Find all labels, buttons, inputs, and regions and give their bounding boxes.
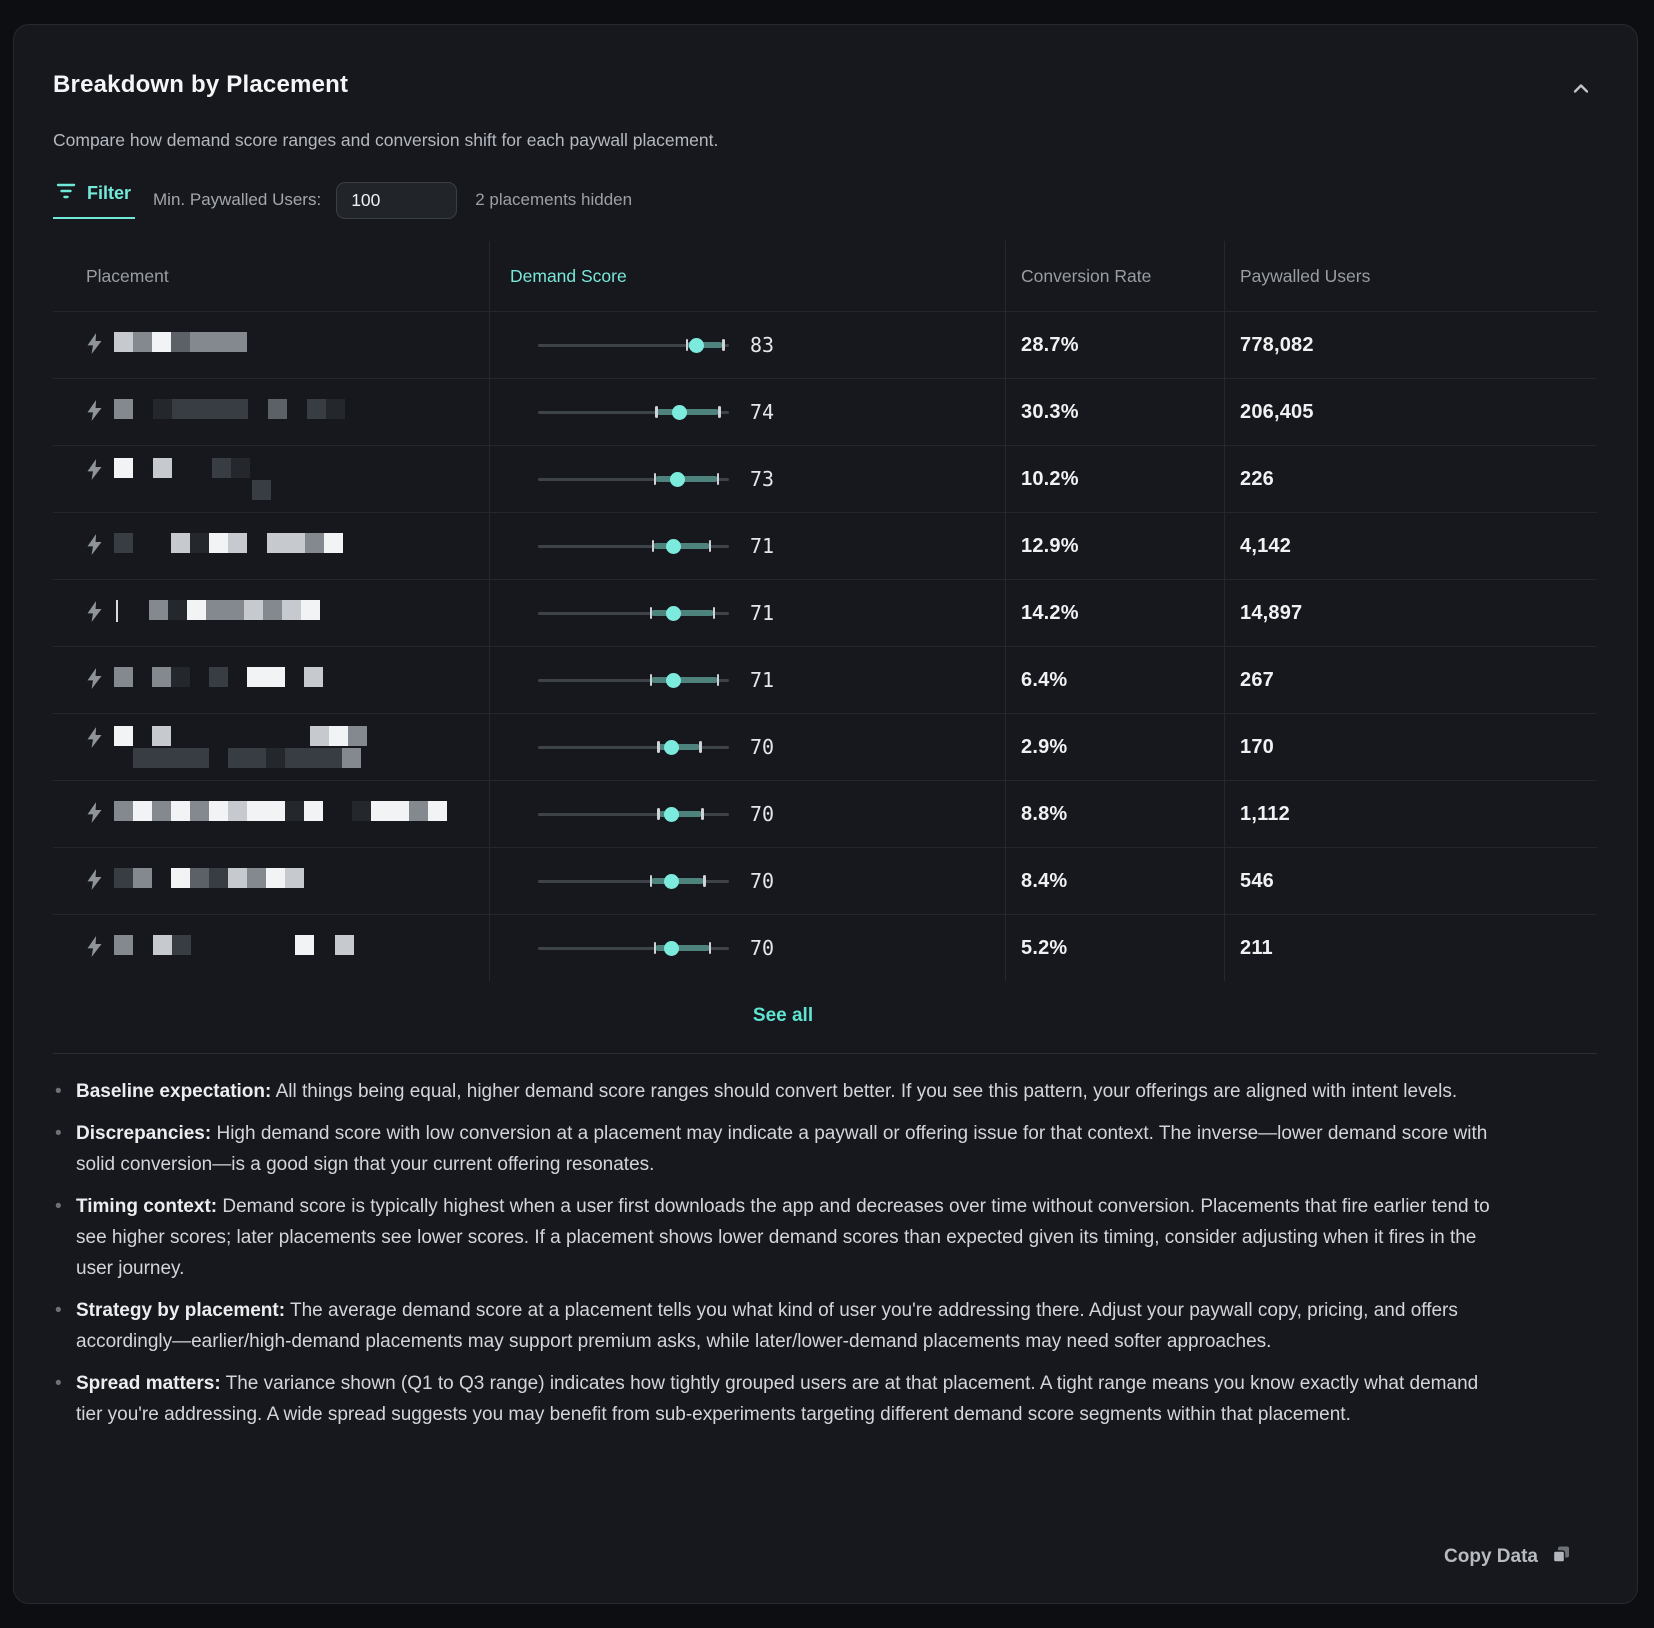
- demand-score-cell: [489, 379, 1005, 445]
- redacted-block: [190, 868, 209, 888]
- paywalled-users-cell: [1224, 446, 1597, 512]
- placement-cell: [53, 647, 489, 713]
- redacted-block: [304, 801, 323, 821]
- conversion-rate-cell: [1005, 379, 1224, 445]
- insight-notes: [53, 1076, 1597, 1441]
- q3-whisker: [717, 473, 720, 485]
- min-paywalled-users-label: Min. Paywalled Users:: [153, 190, 322, 209]
- card-subtitle: Compare how demand score ranges and conversion shift for each paywall placement.: [53, 130, 719, 150]
- score-dot: [666, 606, 681, 621]
- placement-cell: [53, 848, 489, 914]
- redacted-block: [428, 801, 447, 821]
- placement-cell: [53, 379, 489, 445]
- paywalled-users-value: 267: [1240, 668, 1274, 691]
- redacted-block: [171, 332, 190, 352]
- paywalled-users-value: 1,112: [1240, 802, 1290, 825]
- table-row[interactable]: [53, 512, 1597, 579]
- score-dot: [664, 740, 679, 755]
- filter-icon: [55, 181, 77, 206]
- redacted-block: [171, 533, 190, 553]
- redacted-block: [149, 600, 168, 620]
- redacted-block: [114, 332, 133, 352]
- redacted-placement-name: [114, 458, 271, 500]
- redacted-block: [307, 399, 326, 419]
- conversion-rate-cell: [1005, 312, 1224, 378]
- redacted-block: [171, 868, 190, 888]
- redacted-block: [266, 801, 285, 821]
- demand-score-range: [538, 468, 729, 490]
- demand-score-value: 73: [750, 467, 775, 491]
- see-all-link[interactable]: See all: [752, 1005, 814, 1026]
- redacted-block: [133, 868, 152, 888]
- score-dot: [670, 472, 685, 487]
- redacted-block: [335, 935, 354, 955]
- redacted-block: [114, 726, 133, 746]
- redacted-block: [231, 458, 250, 478]
- conversion-rate-cell: [1005, 580, 1224, 646]
- demand-score-range: [538, 937, 729, 959]
- paywalled-users-value: 4,142: [1240, 534, 1292, 557]
- redacted-block: [114, 801, 133, 821]
- demand-score-cell: [489, 714, 1005, 780]
- redacted-block: [209, 868, 228, 888]
- conversion-rate-value: 12.9%: [1021, 534, 1079, 557]
- redacted-block: [252, 480, 271, 500]
- redacted-block: [342, 748, 361, 768]
- demand-score-cell: [489, 647, 1005, 713]
- q1-whisker: [657, 808, 660, 820]
- demand-score-value: 70: [750, 735, 775, 759]
- lightning-icon: [87, 668, 102, 694]
- redacted-block: [285, 868, 304, 888]
- q1-whisker: [650, 674, 653, 686]
- card-footer: [53, 1545, 1597, 1569]
- redacted-block: [187, 600, 206, 620]
- redacted-block: [190, 332, 209, 352]
- score-dot: [666, 673, 681, 688]
- table-row[interactable]: [53, 780, 1597, 847]
- redacted-block: [324, 533, 343, 553]
- redacted-block: [133, 801, 152, 821]
- redacted-block: [171, 748, 190, 768]
- redacted-block: [133, 332, 152, 352]
- redacted-block: [301, 600, 320, 620]
- table-row[interactable]: [53, 378, 1597, 445]
- redacted-block: [228, 332, 247, 352]
- demand-score-range: [538, 803, 729, 825]
- demand-score-cell: [489, 312, 1005, 378]
- score-dot: [666, 539, 681, 554]
- redacted-block: [228, 533, 247, 553]
- redacted-block: [348, 726, 367, 746]
- demand-score-value: 71: [750, 601, 775, 625]
- lightning-icon: [87, 601, 102, 627]
- redacted-block: [228, 868, 247, 888]
- redacted-block: [329, 726, 348, 746]
- paywalled-users-cell: [1224, 580, 1597, 646]
- redacted-placement-name: [130, 600, 320, 620]
- paywalled-users-cell: [1224, 379, 1597, 445]
- demand-score-cell: [489, 580, 1005, 646]
- q1-whisker: [654, 473, 657, 485]
- demand-score-range: [538, 535, 729, 557]
- conversion-rate-cell: [1005, 714, 1224, 780]
- paywalled-users-cell: [1224, 647, 1597, 713]
- demand-score-cell: [489, 848, 1005, 914]
- q3-whisker: [713, 607, 716, 619]
- q3-whisker: [717, 674, 720, 686]
- placement-cell: [53, 446, 489, 512]
- insight-note: • Timing context: Demand score is typically highest when a user first downloads the app and decreases over time without conversion. Placements that fire earlier tend to see higher scores; later placements see lower scores. If a placement shows lower demand scores than expected given its timing, consider adjusting when it fires in the user journey.: [53, 1191, 1507, 1284]
- paywalled-users-value: 778,082: [1240, 333, 1314, 356]
- redacted-block: [409, 801, 428, 821]
- redacted-block: [352, 801, 371, 821]
- conversion-rate-value: 8.8%: [1021, 802, 1068, 825]
- conversion-rate-cell: [1005, 915, 1224, 981]
- redacted-block: [268, 399, 287, 419]
- redacted-block: [168, 600, 187, 620]
- redacted-block: [209, 332, 228, 352]
- redacted-block: [152, 801, 171, 821]
- redacted-block: [326, 399, 345, 419]
- redacted-block: [114, 399, 133, 419]
- paywalled-users-cell: [1224, 312, 1597, 378]
- breakdown-card: [13, 24, 1638, 1604]
- placements-hidden-note: 2 placements hidden: [475, 190, 633, 209]
- q1-whisker: [654, 942, 657, 954]
- redacted-block: [304, 748, 323, 768]
- page-title: Breakdown by Placement: [53, 71, 349, 98]
- redacted-block: [190, 533, 209, 553]
- demand-score-value: 70: [750, 936, 775, 960]
- q3-whisker: [722, 339, 725, 351]
- section-divider: [53, 1053, 1597, 1054]
- q3-whisker: [703, 875, 706, 887]
- table-row[interactable]: [53, 579, 1597, 646]
- redacted-block: [305, 533, 324, 553]
- paywalled-users-cell: [1224, 714, 1597, 780]
- table-row[interactable]: [53, 646, 1597, 713]
- placement-table: [53, 241, 1597, 981]
- note-lead: Baseline expectation:: [76, 1081, 272, 1102]
- copy-data-button[interactable]: Copy Data: [1444, 1546, 1538, 1567]
- lightning-icon: [87, 459, 102, 485]
- q3-whisker: [718, 406, 721, 418]
- redacted-block: [285, 748, 304, 768]
- redacted-block: [247, 748, 266, 768]
- conversion-rate-value: 2.9%: [1021, 735, 1068, 758]
- demand-score-value: 70: [750, 869, 775, 893]
- redacted-block: [114, 533, 133, 553]
- demand-score-range: [538, 334, 729, 356]
- lightning-icon: [87, 936, 102, 962]
- redacted-block: [286, 533, 305, 553]
- collapse-button[interactable]: [1565, 73, 1597, 108]
- table-row[interactable]: [53, 311, 1597, 378]
- redacted-placement-name: [114, 533, 343, 553]
- table-body: [53, 311, 1597, 981]
- redacted-placement-name: [114, 935, 354, 955]
- conversion-rate-value: 8.4%: [1021, 869, 1068, 892]
- redacted-placement-name: [114, 726, 367, 768]
- demand-score-value: 83: [750, 333, 775, 357]
- score-q1-q3-range: [655, 476, 718, 482]
- redacted-placement-name: [114, 399, 345, 419]
- redacted-block: [209, 801, 228, 821]
- score-q1-q3-range: [651, 610, 714, 616]
- text-cursor: [116, 600, 118, 622]
- q3-whisker: [701, 808, 704, 820]
- placement-cell: [53, 312, 489, 378]
- placement-cell: [53, 714, 489, 780]
- insight-note: • Spread matters: The variance shown (Q1 to Q3 range) indicates how tightly grouped users are at that placement. A tight range means you know exactly what demand tier you're addressing. A wide spread suggests you may benefit from sub-experiments targeting different demand score segments within that placement.: [53, 1368, 1507, 1430]
- redacted-block: [114, 935, 133, 955]
- demand-score-cell: [489, 915, 1005, 981]
- redacted-block: [172, 399, 191, 419]
- paywalled-users-value: 546: [1240, 869, 1274, 892]
- redacted-block: [371, 801, 390, 821]
- lightning-icon: [87, 333, 102, 359]
- redacted-block: [295, 935, 314, 955]
- redacted-block: [209, 667, 228, 687]
- lightning-icon: [87, 802, 102, 828]
- filter-tab-label: Filter: [87, 183, 132, 203]
- conversion-rate-value: 14.2%: [1021, 601, 1079, 624]
- redacted-placement-name: [114, 868, 304, 888]
- redacted-block: [191, 399, 210, 419]
- paywalled-users-value: 206,405: [1240, 400, 1314, 423]
- redacted-block: [304, 667, 323, 687]
- demand-score-cell: [489, 513, 1005, 579]
- redacted-block: [285, 801, 304, 821]
- paywalled-users-value: 170: [1240, 735, 1274, 758]
- conversion-rate-cell: [1005, 513, 1224, 579]
- conversion-rate-value: 28.7%: [1021, 333, 1079, 356]
- q3-whisker: [699, 741, 702, 753]
- conversion-rate-value: 5.2%: [1021, 936, 1068, 959]
- column-header-paywalled-users[interactable]: Paywalled Users: [1224, 241, 1597, 311]
- redacted-block: [190, 748, 209, 768]
- score-dot: [672, 405, 687, 420]
- min-paywalled-users-input[interactable]: [336, 182, 457, 219]
- table-row[interactable]: [53, 445, 1597, 512]
- demand-score-range: [538, 736, 729, 758]
- redacted-block: [114, 868, 133, 888]
- redacted-block: [114, 667, 133, 687]
- column-header-demand-score[interactable]: Demand Score: [489, 241, 1005, 311]
- paywalled-users-cell: [1224, 915, 1597, 981]
- conversion-rate-value: 6.4%: [1021, 668, 1068, 691]
- demand-score-cell: [489, 446, 1005, 512]
- q1-whisker: [657, 741, 660, 753]
- redacted-block: [225, 600, 244, 620]
- demand-score-range: [538, 401, 729, 423]
- redacted-block: [229, 399, 248, 419]
- redacted-block: [114, 458, 133, 478]
- redacted-block: [210, 399, 229, 419]
- redacted-block: [247, 801, 266, 821]
- placement-cell: [53, 513, 489, 579]
- redacted-block: [323, 748, 342, 768]
- redacted-block: [267, 533, 286, 553]
- note-lead: Timing context:: [76, 1196, 218, 1217]
- redacted-block: [153, 935, 172, 955]
- table-row[interactable]: [53, 713, 1597, 780]
- redacted-block: [228, 801, 247, 821]
- placement-cell: [53, 781, 489, 847]
- conversion-rate-cell: [1005, 446, 1224, 512]
- paywalled-users-cell: [1224, 848, 1597, 914]
- conversion-rate-value: 30.3%: [1021, 400, 1079, 423]
- redacted-block: [152, 726, 171, 746]
- redacted-placement-name: [114, 801, 447, 821]
- column-header-placement[interactable]: Placement: [86, 265, 169, 286]
- redacted-block: [152, 332, 171, 352]
- note-lead: Strategy by placement:: [76, 1300, 286, 1321]
- score-q1-q3-range: [655, 945, 710, 951]
- lightning-icon: [87, 534, 102, 560]
- score-dot: [664, 874, 679, 889]
- lightning-icon: [87, 869, 102, 895]
- paywalled-users-cell: [1224, 781, 1597, 847]
- column-header-conversion-rate[interactable]: Conversion Rate: [1005, 241, 1224, 311]
- q1-whisker: [650, 875, 653, 887]
- redacted-block: [152, 667, 171, 687]
- redacted-block: [266, 868, 285, 888]
- demand-score-value: 74: [750, 400, 775, 424]
- table-header-row: [53, 241, 1597, 311]
- conversion-rate-cell: [1005, 647, 1224, 713]
- demand-score-range: [538, 669, 729, 691]
- redacted-block: [209, 533, 228, 553]
- paywalled-users-value: 211: [1240, 936, 1273, 959]
- redacted-block: [247, 868, 266, 888]
- score-dot: [664, 807, 679, 822]
- redacted-block: [206, 600, 225, 620]
- lightning-icon: [87, 400, 102, 426]
- demand-score-value: 71: [750, 668, 775, 692]
- redacted-placement-name: [114, 332, 247, 352]
- table-row[interactable]: [53, 914, 1597, 981]
- demand-score-range: [538, 602, 729, 624]
- conversion-rate-value: 10.2%: [1021, 467, 1079, 490]
- lightning-icon: [87, 727, 102, 753]
- placement-cell: [53, 580, 489, 646]
- q1-whisker: [652, 540, 655, 552]
- demand-score-value: 70: [750, 802, 775, 826]
- insight-note: • Discrepancies: High demand score with low conversion at a placement may indicate a paywall or offering issue for that context. The inverse—lower demand score with solid conversion—is a good sign that your current offering resonates.: [53, 1118, 1507, 1180]
- redacted-block: [244, 600, 263, 620]
- score-q1-q3-range: [656, 409, 719, 415]
- filter-tab[interactable]: [53, 181, 135, 219]
- redacted-block: [266, 667, 285, 687]
- redacted-block: [171, 667, 190, 687]
- paywalled-users-value: 226: [1240, 467, 1274, 490]
- redacted-block: [133, 748, 152, 768]
- insight-note: • Baseline expectation: All things being equal, higher demand score ranges should convert better. If you see this pattern, your offerings are aligned with intent levels.: [53, 1076, 1507, 1107]
- score-q1-q3-range: [651, 677, 718, 683]
- note-lead: Spread matters:: [76, 1373, 221, 1394]
- note-lead: Discrepancies:: [76, 1123, 212, 1144]
- q1-whisker: [650, 607, 653, 619]
- table-row[interactable]: [53, 847, 1597, 914]
- redacted-block: [266, 748, 285, 768]
- insight-note: • Strategy by placement: The average demand score at a placement tells you what kind of user you're addressing there. Adjust your paywall copy, pricing, and offers accordingly—earlier/high-demand placements may support premium asks, while later/lower-demand placements may need softer approaches.: [53, 1295, 1507, 1357]
- redacted-block: [190, 801, 209, 821]
- redacted-block: [310, 726, 329, 746]
- redacted-block: [153, 458, 172, 478]
- redacted-block: [247, 667, 266, 687]
- conversion-rate-cell: [1005, 781, 1224, 847]
- paywalled-users-value: 14,897: [1240, 601, 1303, 624]
- demand-score-value: 71: [750, 534, 775, 558]
- redacted-block: [228, 748, 247, 768]
- redacted-block: [263, 600, 282, 620]
- score-q1-q3-range: [653, 543, 710, 549]
- redacted-placement-name: [114, 667, 323, 687]
- redacted-block: [390, 801, 409, 821]
- chevron-up-icon: [1569, 89, 1593, 104]
- redacted-block: [282, 600, 301, 620]
- redacted-block: [212, 458, 231, 478]
- score-dot: [689, 338, 704, 353]
- score-dot: [664, 941, 679, 956]
- demand-score-cell: [489, 781, 1005, 847]
- filter-bar: [53, 181, 1597, 219]
- redacted-block: [171, 801, 190, 821]
- q1-whisker: [655, 406, 658, 418]
- conversion-rate-cell: [1005, 848, 1224, 914]
- redacted-block: [172, 935, 191, 955]
- demand-score-range: [538, 870, 729, 892]
- redacted-block: [153, 399, 172, 419]
- copy-icon[interactable]: [1552, 1545, 1571, 1569]
- redacted-block: [152, 748, 171, 768]
- placement-cell: [53, 915, 489, 981]
- paywalled-users-cell: [1224, 513, 1597, 579]
